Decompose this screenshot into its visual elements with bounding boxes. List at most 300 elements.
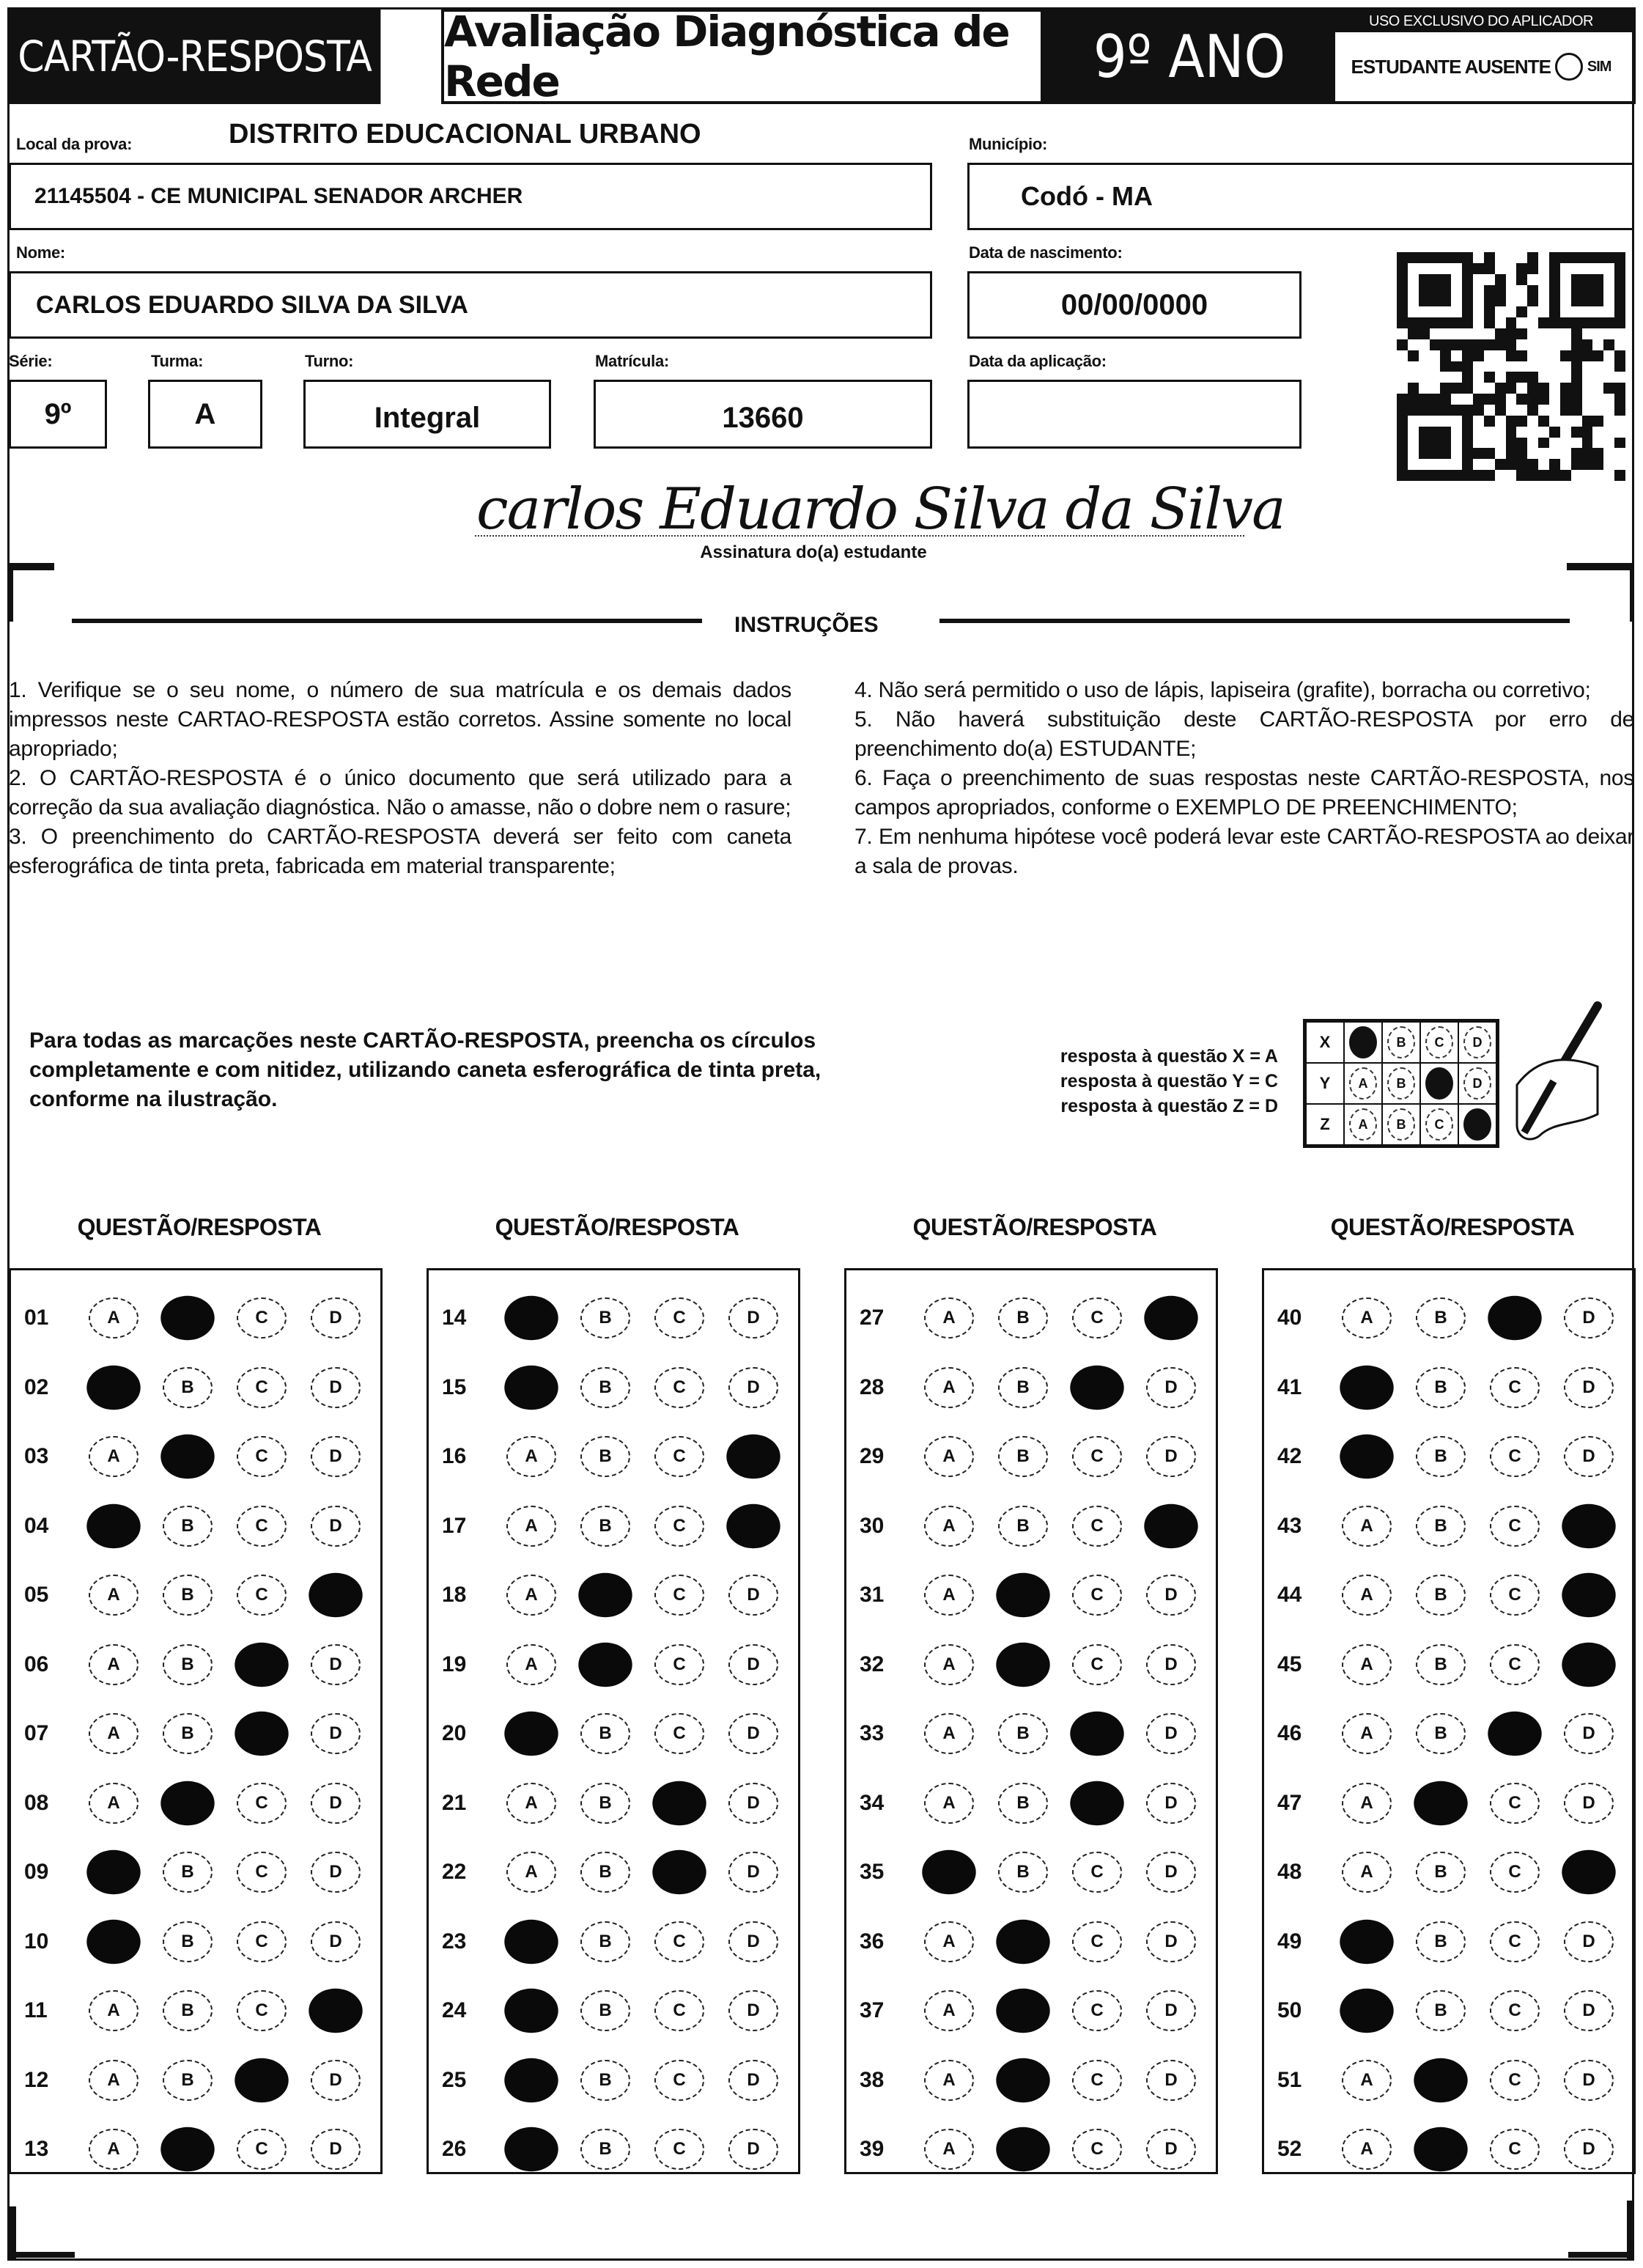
legend-line-y: resposta à questão Y = C (1060, 1071, 1278, 1091)
qr-module (1549, 295, 1560, 306)
answer-bubble-b[interactable] (996, 2127, 1049, 2171)
qr-module (1527, 295, 1538, 306)
answer-bubble-a[interactable]: A (924, 1644, 974, 1685)
answer-bubble-d[interactable]: D (728, 1921, 778, 1962)
signature-line (475, 535, 1244, 537)
answer-bubble-a[interactable]: A (924, 1506, 974, 1547)
answer-bubble-a[interactable]: A (924, 2129, 974, 2170)
qr-module (1473, 405, 1484, 416)
answer-bubble-d[interactable]: D (311, 1644, 361, 1685)
instructions-title: INSTRUÇÕES (734, 613, 879, 637)
answer-bubble-b[interactable]: B (1416, 1297, 1466, 1339)
answer-bubble-d[interactable]: D (311, 1297, 361, 1339)
answer-bubble-c[interactable]: C (1490, 1921, 1540, 1962)
answer-bubble-a[interactable]: A (89, 1644, 139, 1685)
answer-bubble-b[interactable]: B (1416, 1921, 1466, 1962)
qr-module (1484, 470, 1495, 481)
qr-module (1506, 328, 1517, 339)
answer-bubble-a[interactable]: A (506, 1506, 556, 1547)
answer-bubble-a[interactable] (504, 1989, 558, 2033)
answer-bubble-d[interactable] (1562, 1642, 1615, 1686)
answer-bubble-a[interactable]: A (506, 1644, 556, 1685)
answer-bubble-a[interactable] (86, 1919, 140, 1963)
qr-module (1495, 285, 1506, 296)
answer-bubble-c[interactable]: C (1490, 1990, 1540, 2031)
answer-bubble-c[interactable]: C (1072, 1852, 1122, 1893)
answer-bubble-b[interactable]: B (998, 1506, 1048, 1547)
answer-bubble-c[interactable]: C (654, 2060, 704, 2101)
answer-bubble-a[interactable] (504, 1296, 558, 1340)
qr-module (1495, 383, 1506, 394)
question-row (429, 2124, 798, 2175)
qr-module (1484, 317, 1495, 328)
answer-bubble-c[interactable]: C (1072, 1506, 1122, 1547)
answer-bubble-c[interactable]: C (1490, 1783, 1540, 1824)
answer-bubble-c[interactable]: C (1490, 1852, 1540, 1893)
answer-bubble-d[interactable]: D (311, 1921, 361, 1962)
answer-bubble-a[interactable] (86, 1503, 140, 1547)
answer-bubble-a[interactable]: A (1342, 1783, 1392, 1824)
answer-bubble-c[interactable]: C (1072, 1575, 1122, 1616)
answer-bubble-d[interactable]: D (728, 1297, 778, 1339)
answer-bubble-a[interactable]: A (924, 1575, 974, 1616)
question-number: 51 (1277, 2067, 1302, 2092)
answer-bubble-b[interactable]: B (163, 1713, 213, 1754)
answer-bubble-d[interactable]: D (1564, 2129, 1614, 2170)
answer-bubble-b[interactable]: B (998, 1367, 1048, 1408)
answer-bubble-d[interactable]: D (311, 2129, 361, 2170)
answer-bubble-c[interactable]: C (654, 1990, 704, 2031)
answer-bubble-d[interactable]: D (1564, 2060, 1614, 2101)
answer-bubble-a[interactable]: A (89, 2129, 139, 2170)
qr-module (1560, 252, 1571, 263)
answer-bubble-a[interactable] (504, 1365, 558, 1409)
answer-bubble-a[interactable]: A (1342, 2060, 1392, 2101)
answer-bubble-a[interactable]: A (506, 1575, 556, 1616)
qr-module (1462, 350, 1473, 361)
answer-bubble-b[interactable]: B (998, 1713, 1048, 1754)
answer-bubble-d[interactable]: D (1564, 1297, 1614, 1339)
answer-bubble-b[interactable] (1414, 1781, 1467, 1825)
answer-bubble-a[interactable] (504, 2058, 558, 2102)
question-row (1264, 1501, 1633, 1552)
question-row (11, 1778, 380, 1829)
answer-bubble-c[interactable]: C (1490, 1644, 1540, 1685)
answer-bubble-d[interactable]: D (728, 1852, 778, 1893)
instructions-left (9, 676, 791, 881)
example-cell (1382, 1063, 1420, 1104)
answer-bubble-a[interactable]: A (89, 1783, 139, 1824)
qr-module (1451, 383, 1462, 394)
answer-bubble-b[interactable] (996, 2058, 1049, 2102)
answer-bubble-d[interactable]: D (1564, 1367, 1614, 1408)
answer-bubble-b[interactable]: B (998, 1852, 1048, 1893)
answer-bubble-a[interactable]: A (924, 1436, 974, 1477)
absent-radio[interactable] (1555, 53, 1583, 81)
qr-module (1603, 383, 1614, 394)
question-number: 37 (860, 1998, 885, 2022)
answer-bubble-a[interactable] (922, 1850, 975, 1894)
answer-bubble-b[interactable] (1414, 2058, 1467, 2102)
answer-bubble-d[interactable] (309, 1989, 362, 2033)
answer-bubble-c[interactable]: C (1490, 2129, 1540, 2170)
answer-bubble-d[interactable]: D (728, 1644, 778, 1685)
answer-bubble-b[interactable] (996, 1989, 1049, 2033)
answer-bubble-c[interactable]: C (237, 1506, 287, 1547)
qr-module (1430, 470, 1441, 481)
answer-bubble-c[interactable]: C (237, 1297, 287, 1339)
answer-bubble-a[interactable]: A (89, 1297, 139, 1339)
answer-bubble-a[interactable]: A (924, 1783, 974, 1824)
answer-bubble-c[interactable]: C (237, 2129, 287, 2170)
answer-bubble-b[interactable]: B (1416, 1990, 1466, 2031)
answer-bubble-d[interactable]: D (311, 2060, 361, 2101)
answer-bubble-a[interactable]: A (89, 1713, 139, 1754)
question-number: 25 (442, 2067, 467, 2092)
local-label: Local da prova: (16, 135, 133, 153)
answer-bubble-a[interactable] (1340, 1435, 1393, 1479)
question-row (11, 1362, 380, 1413)
answer-bubble-a[interactable]: A (924, 1713, 974, 1754)
answer-bubble-b[interactable]: B (580, 1297, 630, 1339)
answer-bubble-c[interactable]: C (1072, 1297, 1122, 1339)
answer-bubble-b[interactable]: B (998, 1297, 1048, 1339)
answer-bubble-a[interactable] (504, 1919, 558, 1963)
answer-bubble-c[interactable]: C (237, 1575, 287, 1616)
qr-module (1473, 470, 1484, 481)
municipio-field: Codó - MA (967, 163, 1634, 230)
instruction-7: 7. Em nenhuma hipótese você poderá levar este CARTÃO-RESPOSTA ao deixar a sala de provas. (854, 825, 1634, 878)
answer-bubble-a[interactable]: A (506, 1436, 556, 1477)
answer-bubble-d[interactable]: D (1146, 1644, 1196, 1685)
question-row (429, 1431, 798, 1482)
question-row (429, 1985, 798, 2036)
answer-bubble-c[interactable]: C (237, 1436, 287, 1477)
answer-bubble-b[interactable] (578, 1642, 632, 1686)
answer-bubble-b[interactable] (996, 1642, 1049, 1686)
answer-bubble-a[interactable]: A (89, 1436, 139, 1477)
qr-module (1527, 372, 1538, 383)
answer-bubble-b[interactable]: B (163, 1575, 213, 1616)
answer-bubble-b[interactable]: B (163, 1367, 213, 1408)
qr-module (1408, 317, 1419, 328)
answer-bubble-b[interactable] (160, 1781, 214, 1825)
answer-bubble-b[interactable]: B (580, 1783, 630, 1824)
qr-module (1549, 317, 1560, 328)
nome-label: Nome: (16, 243, 65, 262)
qr-module (1549, 306, 1560, 317)
qr-module (1560, 394, 1571, 405)
answer-bubble-a[interactable]: A (1342, 2129, 1392, 2170)
answer-bubble-d[interactable]: D (311, 1783, 361, 1824)
answer-bubble-c[interactable]: C (1072, 1644, 1122, 1685)
answer-bubble-d[interactable]: D (728, 2129, 778, 2170)
qr-module (1397, 317, 1408, 328)
qr-module (1419, 470, 1430, 481)
qr-module (1473, 350, 1484, 361)
answer-bubble-b[interactable]: B (580, 2060, 630, 2101)
answer-bubble-d[interactable] (726, 1503, 780, 1547)
question-number: 11 (24, 1998, 48, 2022)
corner-mark-top-right (1567, 563, 1634, 570)
answer-bubble-c[interactable]: C (1072, 1990, 1122, 2031)
answer-bubble-b[interactable] (578, 1573, 632, 1617)
answer-bubble-b[interactable]: B (580, 1367, 630, 1408)
answer-bubble-c[interactable]: C (654, 2129, 704, 2170)
question-row (846, 1639, 1216, 1690)
answer-bubble-d[interactable]: D (1564, 1783, 1614, 1824)
qr-module (1484, 372, 1495, 383)
qr-module (1603, 252, 1614, 263)
answer-bubble-a[interactable] (1340, 1989, 1393, 2033)
qr-module (1538, 470, 1549, 481)
answer-bubble-c[interactable]: C (1072, 1921, 1122, 1962)
qr-module (1560, 470, 1571, 481)
answer-bubble-d[interactable] (1562, 1503, 1615, 1547)
answer-bubble-d[interactable] (309, 1573, 362, 1617)
answer-bubble-a[interactable]: A (506, 1783, 556, 1824)
qr-module (1462, 383, 1473, 394)
corner-mark-top-left-vertical (9, 563, 13, 622)
answer-bubble-d[interactable]: D (1564, 1713, 1614, 1754)
answer-bubble-b[interactable]: B (580, 2129, 630, 2170)
qr-module (1614, 274, 1625, 285)
answer-bubble-d[interactable]: D (728, 1783, 778, 1824)
answer-bubble-b[interactable]: B (580, 1436, 630, 1477)
answer-bubble-a[interactable]: A (924, 1990, 974, 2031)
question-number: 02 (24, 1374, 49, 1399)
answer-bubble-b[interactable]: B (580, 1713, 630, 1754)
answer-bubble-c[interactable]: C (1490, 2060, 1540, 2101)
answer-bubble-b[interactable]: B (163, 1644, 213, 1685)
answer-bubble-d[interactable]: D (1146, 1436, 1196, 1477)
answer-bubble-c[interactable] (1488, 1712, 1541, 1756)
answer-bubble-a[interactable]: A (1342, 1644, 1392, 1685)
qr-module (1527, 263, 1538, 274)
question-number: 22 (442, 1860, 467, 1884)
question-row (429, 1847, 798, 1898)
answer-bubble-c[interactable]: C (654, 1713, 704, 1754)
answer-bubble-a[interactable] (1340, 1919, 1393, 1963)
answer-bubble-b[interactable]: B (998, 1436, 1048, 1477)
example-bubble-d: D (1463, 1067, 1491, 1100)
example-cell (1344, 1063, 1382, 1104)
answer-bubble-a[interactable]: A (1342, 1852, 1392, 1893)
qr-module (1473, 394, 1484, 405)
qr-module (1527, 405, 1538, 416)
answer-bubble-b[interactable]: B (1416, 1436, 1466, 1477)
answer-bubble-b[interactable]: B (1416, 1506, 1466, 1547)
qr-module (1451, 317, 1462, 328)
answer-bubble-d[interactable]: D (311, 1506, 361, 1547)
qr-module (1614, 306, 1625, 317)
qr-module (1397, 394, 1408, 405)
example-bubble-b: B (1387, 1026, 1415, 1058)
question-row (1264, 1708, 1633, 1759)
answer-bubble-d[interactable]: D (311, 1852, 361, 1893)
answer-bubble-a[interactable] (1340, 1365, 1393, 1409)
qr-module (1419, 252, 1430, 263)
answer-bubble-c[interactable]: C (237, 1852, 287, 1893)
qr-module (1430, 427, 1441, 438)
answer-bubble-b[interactable]: B (998, 1783, 1048, 1824)
answer-bubble-d[interactable] (726, 1435, 780, 1479)
question-row (11, 2055, 380, 2106)
nome-field: CARLOS EDUARDO SILVA DA SILVA (9, 271, 932, 339)
answer-bubble-d[interactable]: D (1564, 1921, 1614, 1962)
answer-bubble-c[interactable]: C (654, 1367, 704, 1408)
answer-bubble-b[interactable]: B (1416, 1713, 1466, 1754)
qr-module (1430, 339, 1441, 350)
qr-module (1484, 252, 1495, 263)
answer-bubble-c[interactable]: C (1490, 1436, 1540, 1477)
answer-bubble-d[interactable]: D (1146, 2060, 1196, 2101)
answer-bubble-d[interactable]: D (1564, 1436, 1614, 1477)
answer-bubble-d[interactable]: D (728, 1367, 778, 1408)
qr-module (1397, 306, 1408, 317)
question-number: 42 (1277, 1444, 1302, 1468)
qr-module (1560, 383, 1571, 394)
answer-bubble-a[interactable] (86, 1850, 140, 1894)
answer-bubble-a[interactable]: A (924, 1367, 974, 1408)
answer-bubble-b[interactable]: B (1416, 1644, 1466, 1685)
answer-bubble-a[interactable] (86, 1365, 140, 1409)
answer-bubble-a[interactable]: A (89, 1990, 139, 2031)
answer-bubble-a[interactable]: A (924, 1297, 974, 1339)
answer-bubble-b[interactable]: B (163, 2060, 213, 2101)
answer-bubble-a[interactable] (504, 1712, 558, 1756)
answer-bubble-c[interactable]: C (1072, 1436, 1122, 1477)
answer-bubble-a[interactable]: A (89, 2060, 139, 2101)
qr-module (1484, 416, 1495, 427)
answer-bubble-b[interactable] (996, 1919, 1049, 1963)
answer-bubble-d[interactable]: D (1146, 1990, 1196, 2031)
answer-bubble-b[interactable]: B (163, 1506, 213, 1547)
qr-module (1614, 263, 1625, 274)
answer-bubble-d[interactable]: D (1146, 1575, 1196, 1616)
answer-bubble-c[interactable]: C (654, 1644, 704, 1685)
question-row (11, 1501, 380, 1552)
answer-bubble-b[interactable]: B (580, 1852, 630, 1893)
answer-bubble-d[interactable]: D (728, 2060, 778, 2101)
answer-bubble-a[interactable]: A (924, 2060, 974, 2101)
answer-bubble-a[interactable]: A (1342, 1506, 1392, 1547)
answer-bubble-d[interactable]: D (311, 1713, 361, 1754)
answer-bubble-c[interactable]: C (1490, 1506, 1540, 1547)
answer-bubble-d[interactable]: D (1146, 1921, 1196, 1962)
absent-option-label: SIM (1587, 58, 1611, 75)
answer-bubble-c[interactable] (1070, 1781, 1123, 1825)
answer-bubble-c[interactable]: C (237, 1367, 287, 1408)
answer-bubble-d[interactable]: D (728, 1713, 778, 1754)
answer-bubble-a[interactable]: A (506, 1852, 556, 1893)
answer-bubble-c[interactable] (1070, 1712, 1123, 1756)
question-number: 41 (1277, 1374, 1302, 1399)
answer-bubble-b[interactable]: B (1416, 1367, 1466, 1408)
answer-bubble-d[interactable] (1562, 1850, 1615, 1894)
answer-bubble-d[interactable]: D (1564, 1990, 1614, 2031)
answer-bubble-c[interactable] (1488, 1296, 1541, 1340)
answer-bubble-b[interactable]: B (580, 1921, 630, 1962)
qr-module (1614, 285, 1625, 296)
question-row (846, 1569, 1216, 1621)
answer-bubble-a[interactable]: A (1342, 1297, 1392, 1339)
answer-bubble-c[interactable]: C (237, 1783, 287, 1824)
answer-bubble-d[interactable]: D (1146, 1713, 1196, 1754)
answer-column-heading: QUESTÃO/RESPOSTA (77, 1214, 322, 1240)
question-number: 35 (860, 1860, 885, 1884)
answer-bubble-c[interactable] (652, 1850, 706, 1894)
answer-bubble-b[interactable]: B (163, 1852, 213, 1893)
answer-bubble-b[interactable]: B (580, 1506, 630, 1547)
answer-bubble-b[interactable]: B (580, 1990, 630, 2031)
answer-bubble-b[interactable] (160, 1435, 214, 1479)
answer-bubble-b[interactable]: B (1416, 1575, 1466, 1616)
question-number: 33 (860, 1721, 885, 1745)
answer-bubble-a[interactable]: A (89, 1575, 139, 1616)
answer-bubble-d[interactable]: D (1146, 1783, 1196, 1824)
answer-bubble-d[interactable]: D (1146, 1852, 1196, 1893)
answer-bubble-c[interactable]: C (654, 1921, 704, 1962)
answer-bubble-c[interactable] (652, 1781, 706, 1825)
answer-bubble-d[interactable] (1144, 1296, 1197, 1340)
qr-module (1506, 459, 1517, 470)
answer-bubble-c[interactable]: C (1490, 1575, 1540, 1616)
answer-bubble-c[interactable]: C (237, 1990, 287, 2031)
example-bubble-d: D (1463, 1026, 1491, 1058)
answer-bubble-b[interactable] (160, 2127, 214, 2171)
answer-bubble-c[interactable] (235, 1642, 288, 1686)
answer-bubble-d[interactable]: D (1146, 1367, 1196, 1408)
answer-bubble-c[interactable]: C (654, 1436, 704, 1477)
answer-bubble-c[interactable]: C (654, 1506, 704, 1547)
qr-module (1571, 328, 1582, 339)
example-bubble-b: B (1387, 1067, 1415, 1100)
answer-bubble-b[interactable]: B (1416, 1852, 1466, 1893)
answer-bubble-c[interactable]: C (1072, 2129, 1122, 2170)
answer-bubble-d[interactable]: D (311, 1367, 361, 1408)
answer-bubble-a[interactable]: A (1342, 1575, 1392, 1616)
answer-bubble-b[interactable] (160, 1296, 214, 1340)
answer-bubble-b[interactable] (996, 1573, 1049, 1617)
answer-bubble-d[interactable]: D (1146, 2129, 1196, 2170)
answer-bubble-b[interactable]: B (163, 1921, 213, 1962)
answer-bubble-c[interactable] (235, 1712, 288, 1756)
answer-bubble-c[interactable]: C (1072, 2060, 1122, 2101)
answer-bubble-d[interactable] (1144, 1503, 1197, 1547)
answer-bubble-c[interactable] (235, 2058, 288, 2102)
instructions-right (854, 676, 1634, 881)
answer-bubble-d[interactable]: D (311, 1436, 361, 1477)
answer-bubble-c[interactable] (1070, 1365, 1123, 1409)
answer-bubble-a[interactable]: A (924, 1921, 974, 1962)
answer-bubble-d[interactable]: D (728, 1575, 778, 1616)
answer-bubble-b[interactable]: B (163, 1990, 213, 2031)
answer-bubble-c[interactable]: C (1490, 1367, 1540, 1408)
answer-bubble-a[interactable] (504, 2127, 558, 2171)
answer-bubble-c[interactable]: C (654, 1297, 704, 1339)
qr-module (1462, 263, 1473, 274)
answer-bubble-d[interactable] (1562, 1573, 1615, 1617)
answer-bubble-c[interactable]: C (654, 1575, 704, 1616)
answer-bubble-d[interactable]: D (728, 1990, 778, 2031)
student-signature: carlos Eduardo Silva da Silva (476, 476, 1285, 542)
answer-bubble-a[interactable]: A (1342, 1713, 1392, 1754)
answer-bubble-b[interactable] (1414, 2127, 1467, 2171)
question-row (1264, 1985, 1633, 2036)
answer-bubble-c[interactable]: C (237, 1921, 287, 1962)
question-number: 36 (860, 1929, 885, 1954)
